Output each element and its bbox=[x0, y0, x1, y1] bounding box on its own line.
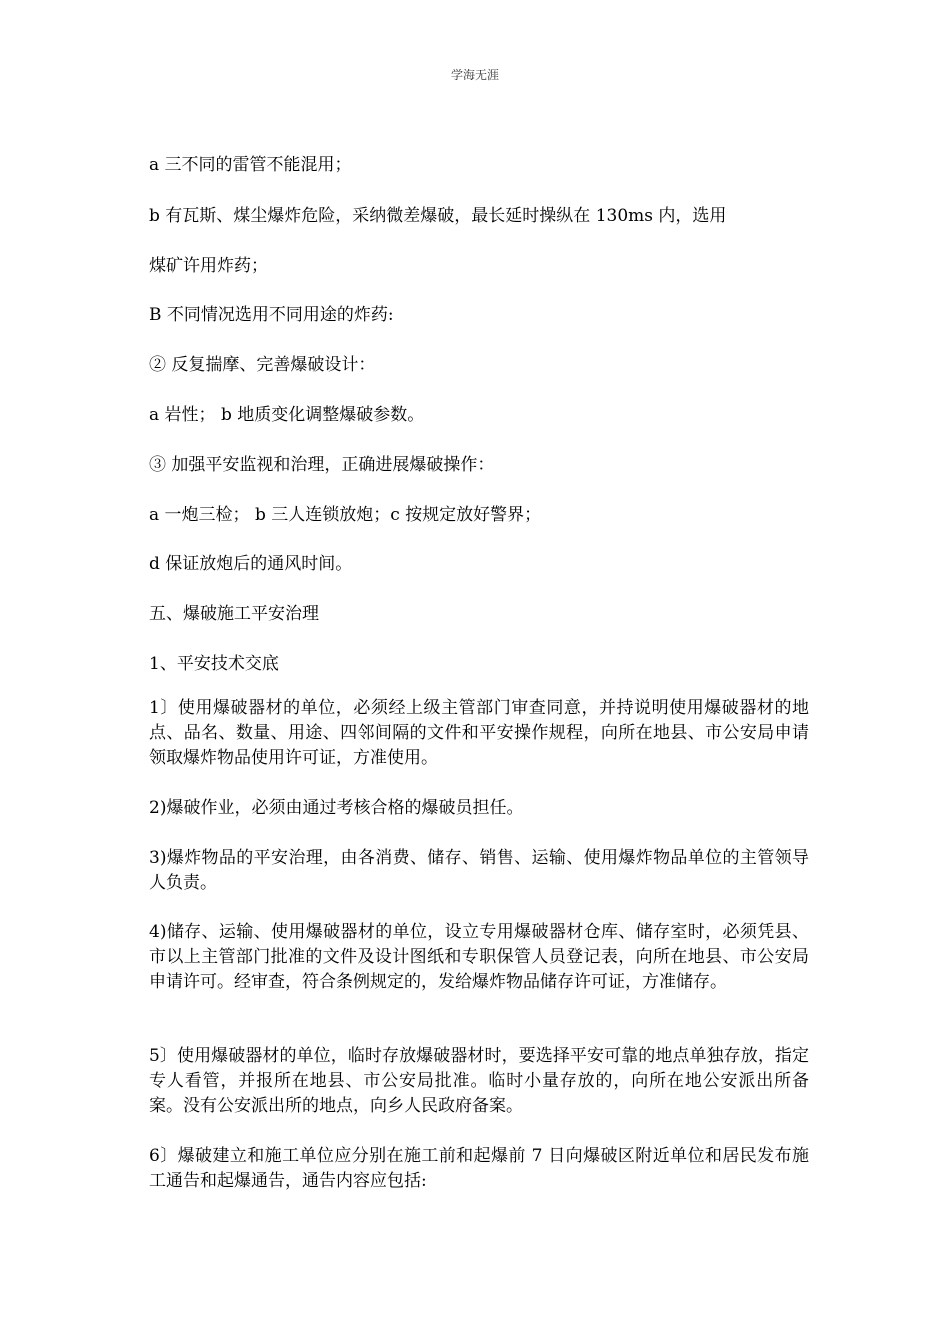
paragraph: 1〕使用爆破器材的单位，必须经上级主管部门审查同意，并持说明使用爆破器材的地点、品名、数量、用途、四邻间隔的文件和平安操作规程，向所在地县、市公安局申请领取爆炸物品使用许可证，方准使用。 bbox=[149, 698, 809, 768]
paragraph: 5〕使用爆破器材的单位，临时存放爆破器材时，要选择平安可靠的地点单独存放，指定专人看管，并报所在地县、市公安局批准。临时小量存放的，向所在地公安派出所备案。没有公安派出所的地点，向乡人民政府备案。 bbox=[149, 1046, 809, 1116]
paragraph: 2)爆破作业，必须由通过考核合格的爆破员担任。 bbox=[149, 798, 524, 818]
paragraph: 6〕爆破建立和施工单位应分别在施工前和起爆前 7 日向爆破区附近单位和居民发布施工通告和起爆通告，通告内容应包括: bbox=[149, 1146, 809, 1191]
text-line: b 有瓦斯、煤尘爆炸危险，采纳微差爆破，最长延时操纵在 130ms 内，选用 bbox=[149, 206, 727, 226]
subsection-heading: 1、平安技术交底 bbox=[149, 654, 279, 674]
text-line: d 保证放炮后的通风时间。 bbox=[149, 554, 353, 574]
text-line: a 三不同的雷管不能混用； bbox=[149, 155, 352, 175]
text-line: ② 反复揣摩、完善爆破设计： bbox=[149, 355, 376, 375]
text-line: a 一炮三检； b 三人连锁放炮；c 按规定放好警界； bbox=[149, 505, 542, 525]
paragraph: 3)爆炸物品的平安治理，由各消费、储存、销售、运输、使用爆炸物品单位的主管领导人负责。 bbox=[149, 848, 809, 893]
paragraph: 4)储存、运输、使用爆破器材的单位，设立专用爆破器材仓库、储存室时，必须凭县、市以上主管部门批准的文件及设计图纸和专职保管人员登记表，向所在地县、市公安局申请许可。经审查，符合条例规定的，发给爆炸物品储存许可证，方准储存。 bbox=[149, 922, 809, 992]
text-line: ③ 加强平安监视和治理，正确进展爆破操作： bbox=[149, 455, 495, 475]
section-heading: 五、爆破施工平安治理 bbox=[149, 604, 319, 624]
page-header: 学海无涯 bbox=[450, 68, 499, 82]
text-line: B 不同情况选用不同用途的炸药: bbox=[149, 305, 394, 325]
text-line: a 岩性； b 地质变化调整爆破参数。 bbox=[149, 405, 425, 425]
text-line: 煤矿许用炸药； bbox=[149, 256, 268, 276]
